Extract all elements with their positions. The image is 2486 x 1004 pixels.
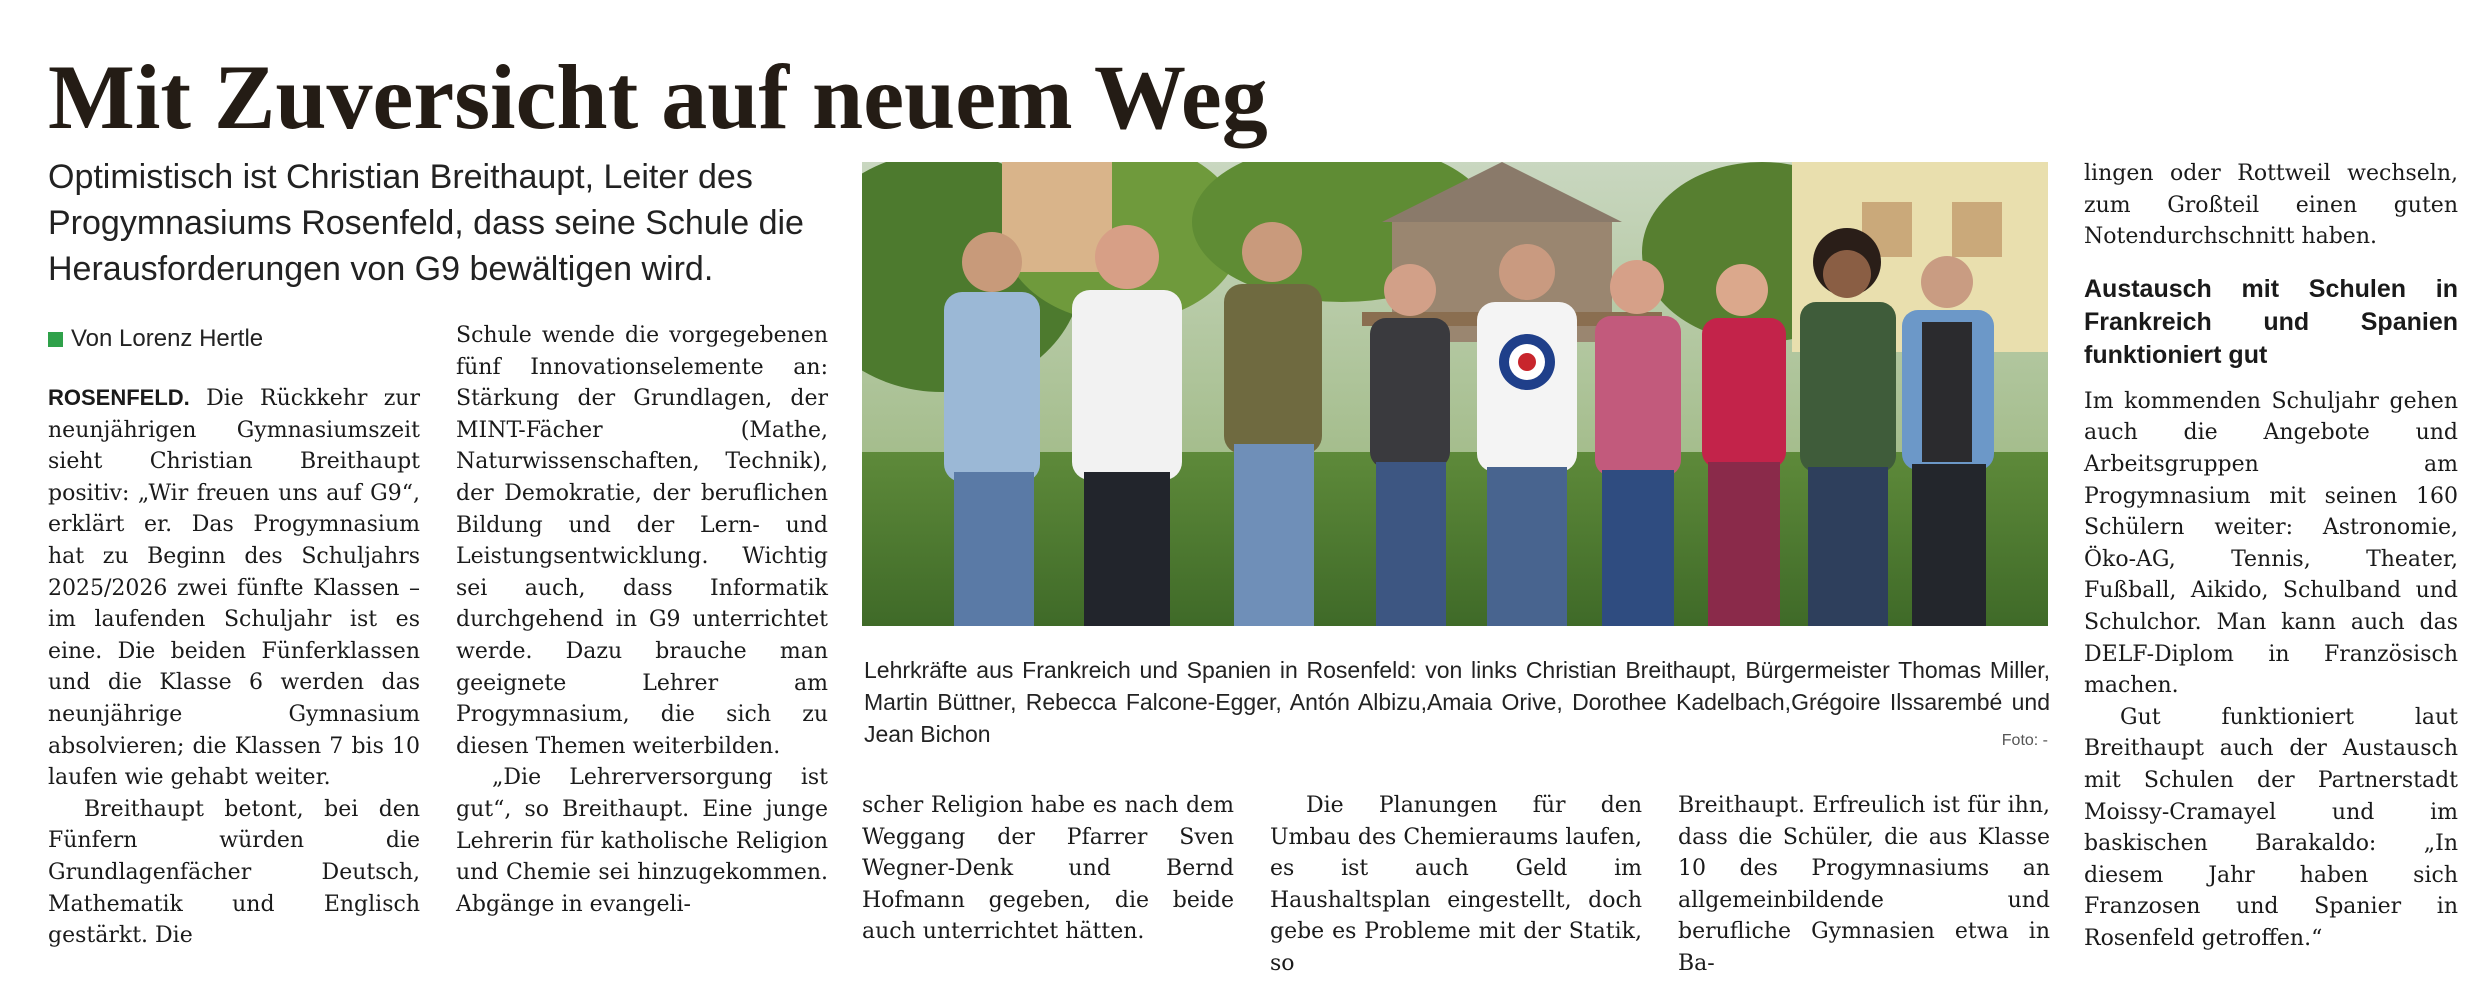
- dateline: ROSENFELD.: [48, 385, 190, 410]
- subheading: Austausch mit Schulen in Frankreich und Spanien funktioniert gut: [2084, 274, 2458, 369]
- lead-text: Optimistisch ist Christian Breithaupt, Leiter des Progymnasiums Rosenfeld, dass seine Schule die Herausforderungen von G9 bewältigen wird.: [48, 158, 804, 288]
- article-column-2: [456, 320, 828, 920]
- article-column-1: [48, 382, 420, 952]
- byline: [48, 324, 263, 354]
- article-column-3: [862, 790, 1234, 948]
- col1-paragraph-2: Breithaupt betont, bei den Fünfern würden die Grundlagenfächer Deutsch, Mathematik und Englisch gestärkt. Die: [48, 796, 420, 949]
- col3-paragraph: scher Religion habe es nach dem Weggang der Pfarrer Sven Wegner-Denk und Bernd Hofmann gegeben, die beide auch unterrichtet hätten.: [862, 793, 1234, 945]
- col4-paragraph: Die Planungen für den Umbau des Chemieraums laufen, es ist auch Geld im Haushaltsplan eingestellt, doch gebe es Probleme mit der Statik, so: [1270, 793, 1642, 976]
- photo-credit: Foto: -: [2001, 732, 2048, 749]
- byline-author: Von Lorenz Hertle: [71, 325, 264, 352]
- headline: Mit Zuversicht auf neuem Weg: [48, 46, 1268, 148]
- group-photo: [862, 162, 2048, 626]
- article-column-6: [2084, 158, 2458, 954]
- col6-paragraph-1: Im kommenden Schuljahr gehen auch die Angebote und Arbeitsgruppen am Progymnasium mit seinen 160 Schülern weiter: Astronomie, Öko-AG, Tennis, Theater, Fußball, Aikido, Schulband und Schulchor. Man kann auch das DELF-Diplom in Französisch machen.: [2084, 388, 2458, 699]
- col5-paragraph: Breithaupt. Erfreulich ist für ihn, dass die Schüler, die aus Klasse 10 des Progymnasiums an allgemeinbildende und berufliche Gymnasien etwa in Ba-: [1678, 793, 2050, 976]
- byline-marker-icon: [48, 332, 63, 347]
- article-column-4: [1270, 790, 1642, 980]
- col6-paragraph-2: Gut funktioniert laut Breithaupt auch der Austausch mit Schulen der Partnerstadt Moissy-Cramayel und im baskischen Barakaldo: „In diesem Jahr haben sich Franzosen und Spanier in Rosenfeld getroffen.“: [2084, 704, 2458, 951]
- photo-caption: Lehrkräfte aus Frankreich und Spanien in Rosenfeld: von links Christian Breithaupt, Bürgermeister Thomas Miller, Martin Büttner, Rebecca Falcone-Egger, Antón Albizu,Amaia Orive, Dorothee Kadelbach,Grégoire Ilssarembé und Jean Bichon: [864, 657, 2050, 747]
- article-column-5: [1678, 790, 2050, 980]
- col1-paragraph-1: Die Rückkehr zur neunjährigen Gymnasiumszeit sieht Christian Breithaupt positiv: „Wir freuen uns auf G9“, erklärt er. Das Progymnasium hat zu Beginn des Schuljahrs 2025/2026 zwei fünfte Klassen – im laufenden Schuljahr ist es eine. Die beiden Fünferklassen und die Klasse 6 werden das neunjährige Gymnasium absolvieren; die Klassen 7 bis 10 laufen wie gehabt weiter.: [48, 386, 420, 791]
- col6-paragraph-0: lingen oder Rottweil wechseln, zum Großteil einen guten Notendurchschnitt haben.: [2084, 161, 2458, 250]
- col2-paragraph-2: „Die Lehrerversorgung ist gut“, so Breithaupt. Eine junge Lehrerin für katholische Religion und Chemie sei hinzugekommen. Abgänge in evangeli-: [456, 765, 828, 917]
- col2-paragraph-1: Schule wende die vorgegebenen fünf Innovationselemente an: Stärkung der Grundlagen, der MINT-Fächer (Mathe, Naturwissenschaften, Technik), der Demokratie, der beruflichen Bildung und der Lern- und Leistungsentwicklung. Wichtig sei auch, dass Informatik durchgehend in G9 unterrichtet werde. Dazu brauche man geeignete Lehrer am Progymnasium, die sich zu diesen Themen weiterbilden.: [456, 323, 828, 759]
